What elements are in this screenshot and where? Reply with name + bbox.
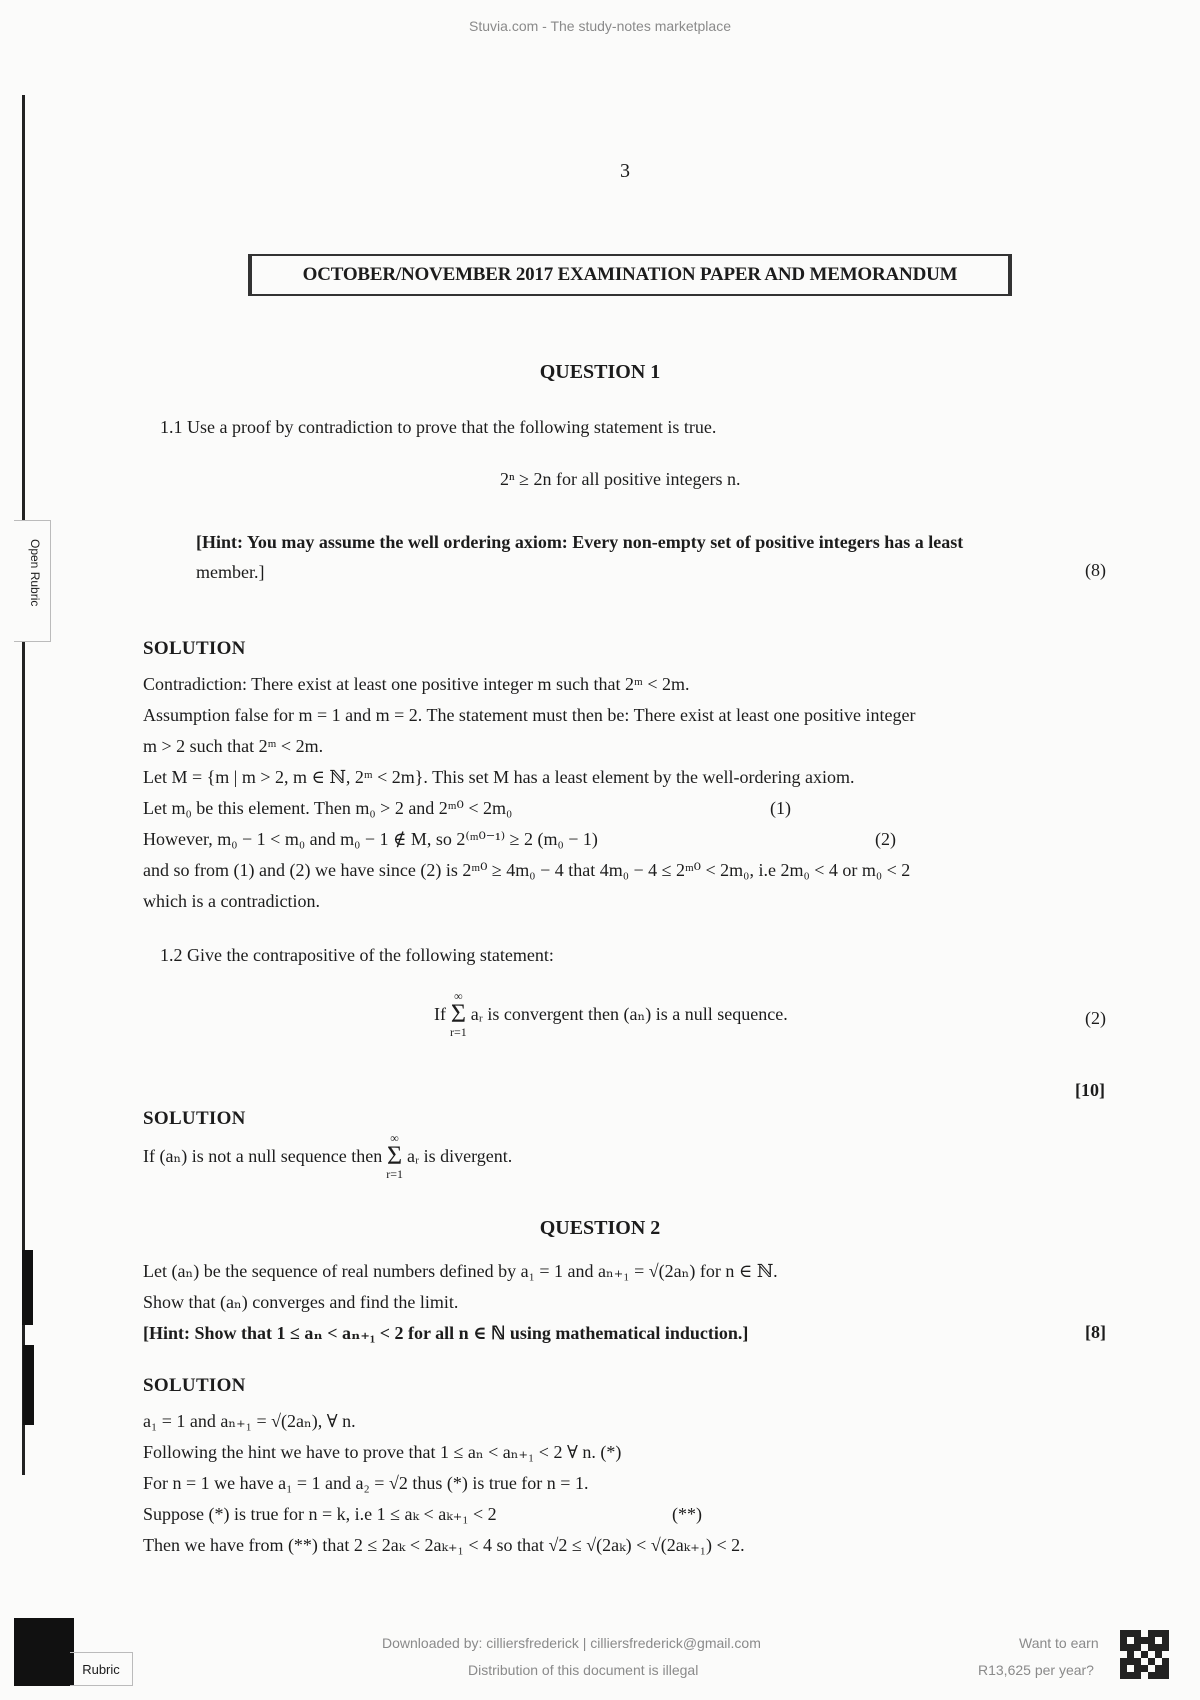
solution-line: Suppose (*) is true for n = k, i.e 1 ≤ aₖ < aₖ₊₁ < 2 bbox=[143, 1504, 497, 1524]
solution-line: However, m₀ − 1 < m₀ and m₀ − 1 ∉ M, so 2⁽ᵐ⁰⁻¹⁾ ≥ 2 (m₀ − 1) bbox=[143, 829, 598, 849]
rubric-tab[interactable]: Rubric bbox=[70, 1652, 133, 1686]
if-word: If bbox=[434, 1003, 446, 1024]
q2-line: Show that (aₙ) converges and find the limit. bbox=[143, 1292, 459, 1312]
q1-2-prompt: 1.2 Give the contrapositive of the following statement: bbox=[160, 945, 554, 965]
q1-1-hint: [Hint: You may assume the well ordering axiom: Every non-empty set of positive integers has a least bbox=[196, 532, 964, 552]
question-1-heading: QUESTION 1 bbox=[539, 361, 661, 383]
earn-promo-amount[interactable]: R13,625 per year? bbox=[978, 1662, 1094, 1678]
footer-black-block bbox=[14, 1618, 74, 1686]
q2-line: Let (aₙ) be the sequence of real numbers defined by a₁ = 1 and aₙ₊₁ = √(2aₙ) for n ∈ ℕ. bbox=[143, 1261, 778, 1281]
page-number: 3 bbox=[620, 160, 630, 182]
q1-1-statement: 2ⁿ ≥ 2n for all positive integers n. bbox=[500, 469, 741, 489]
qr-code-icon[interactable] bbox=[1120, 1630, 1169, 1679]
q1-2-marks: (2) bbox=[1085, 1008, 1106, 1028]
q2-hint: [Hint: Show that 1 ≤ aₙ < aₙ₊₁ < 2 for all n ∈ ℕ using mathematical induction.] bbox=[143, 1323, 749, 1343]
solution-line: Then we have from (**) that 2 ≤ 2aₖ < 2aₖ₊₁ < 4 so that √2 ≤ √(2aₖ) < √(2aₖ₊₁) < 2. bbox=[143, 1535, 745, 1555]
solution-line: Contradiction: There exist at least one positive integer m such that 2ᵐ < 2m. bbox=[143, 674, 690, 694]
equation-ref-2: (2) bbox=[875, 829, 896, 849]
solution-text: aᵣ is divergent. bbox=[406, 1145, 513, 1166]
earn-promo[interactable]: Want to earn bbox=[1019, 1635, 1099, 1651]
distribution-notice: Distribution of this document is illegal bbox=[468, 1662, 699, 1678]
exam-title: OCTOBER/NOVEMBER 2017 EXAMINATION PAPER AND MEMORANDUM bbox=[302, 264, 958, 285]
open-rubric-tab[interactable]: Open Rubric bbox=[14, 520, 51, 642]
summation-symbol: ∞ Σ r=1 bbox=[450, 989, 467, 1039]
statement-rest: aᵣ is convergent then (aₙ) is a null sequence. bbox=[470, 1003, 788, 1024]
site-banner: Stuvia.com - The study-notes marketplace bbox=[469, 18, 731, 34]
q1-2-solution bbox=[143, 1132, 512, 1180]
margin-block bbox=[22, 1250, 33, 1325]
margin-block bbox=[23, 1345, 34, 1425]
sum-upper: ∞ bbox=[390, 1131, 399, 1145]
sum-lower: r=1 bbox=[450, 1025, 467, 1039]
solution-text: If (aₙ) is not a null sequence then bbox=[143, 1145, 383, 1166]
q1-total: [10] bbox=[1075, 1080, 1105, 1100]
q2-marks: [8] bbox=[1085, 1322, 1106, 1342]
q1-1-hint-cont: member.] bbox=[196, 562, 265, 582]
q1-1-prompt: 1.1 Use a proof by contradiction to prove that the following statement is true. bbox=[160, 417, 717, 437]
q1-1-marks: (8) bbox=[1085, 560, 1106, 580]
solution-line: Let M = {m | m > 2, m ∈ ℕ, 2ᵐ < 2m}. This set M has a least element by the well-ordering axiom. bbox=[143, 767, 855, 787]
exam-title-box bbox=[248, 254, 1012, 296]
equation-ref: (**) bbox=[672, 1504, 702, 1524]
solution-line: which is a contradiction. bbox=[143, 891, 320, 911]
q1-2-statement bbox=[434, 990, 788, 1038]
equation-ref-1: (1) bbox=[770, 798, 791, 818]
solution-line: Assumption false for m = 1 and m = 2. The statement must then be: There exist at least one positive integer bbox=[143, 705, 916, 725]
download-notice: Downloaded by: cilliersfrederick | cilliersfrederick@gmail.com bbox=[382, 1635, 761, 1651]
q2-solution-heading: SOLUTION bbox=[143, 1375, 246, 1396]
q1-solution-heading: SOLUTION bbox=[143, 638, 246, 659]
solution-line: a₁ = 1 and aₙ₊₁ = √(2aₙ), ∀ n. bbox=[143, 1411, 356, 1431]
question-2-heading: QUESTION 2 bbox=[539, 1217, 661, 1239]
solution-line: m > 2 such that 2ᵐ < 2m. bbox=[143, 736, 324, 756]
solution-line: For n = 1 we have a₁ = 1 and a₂ = √2 thus (*) is true for n = 1. bbox=[143, 1473, 589, 1493]
summation-symbol: ∞ Σ r=1 bbox=[386, 1131, 403, 1181]
solution-line: Following the hint we have to prove that 1 ≤ aₙ < aₙ₊₁ < 2 ∀ n. (*) bbox=[143, 1442, 622, 1462]
q1-2-solution-heading: SOLUTION bbox=[143, 1108, 246, 1129]
solution-line: Let m₀ be this element. Then m₀ > 2 and 2ᵐ⁰ < 2m₀ bbox=[143, 798, 513, 818]
sum-lower: r=1 bbox=[386, 1167, 403, 1181]
solution-line: and so from (1) and (2) we have since (2) is 2ᵐ⁰ ≥ 4m₀ − 4 that 4m₀ − 4 ≤ 2ᵐ⁰ < 2m₀, i.e 2m₀ < 4 or m₀ < 2 bbox=[143, 860, 911, 880]
sum-upper: ∞ bbox=[454, 989, 463, 1003]
